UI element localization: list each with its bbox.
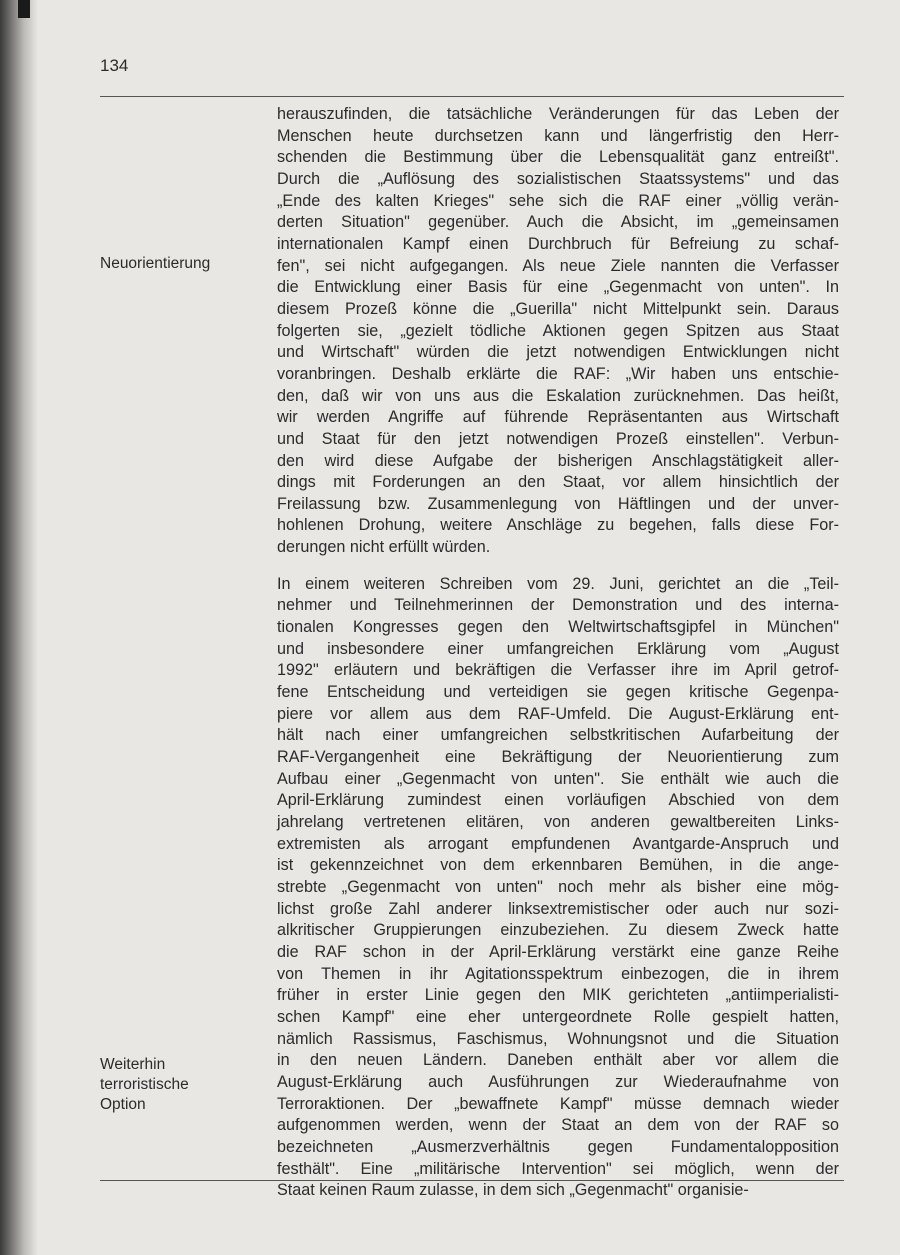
- text-line: bezeichneten „Ausmerzverhältnis gegen Fundamentalopposition: [277, 1137, 839, 1156]
- text-line: alkritischer Gruppierungen einzubeziehen. Zu diesem Zweck hatte: [277, 921, 839, 940]
- text-line: dings mit Forderungen an den Staat, vor allem hinsichtlich der: [277, 473, 839, 492]
- text-line: und Wirtschaft" würden die jetzt notwendigen Entwicklungen nicht: [277, 343, 839, 362]
- text-line: Menschen heute durchsetzen kann und längerfristig den Herr-: [277, 126, 839, 145]
- text-line: fene Entscheidung und verteidigen sie gegen kritische Gegenpa-: [277, 683, 839, 702]
- text-line: derten Situation" gegenüber. Auch die Absicht, im „gemeinsamen: [277, 213, 839, 232]
- text-line: voranbringen. Deshalb erklärte die RAF: „Wir haben uns entschie-: [277, 364, 839, 383]
- text-line: und Staat für den jetzt notwendigen Prozeß einstellen". Verbun-: [277, 429, 839, 448]
- body-paragraph: [277, 574, 839, 1202]
- margin-note-neuorientierung: [100, 254, 250, 274]
- text-line: in den neuen Ländern. Daneben enthält aber vor allem die: [277, 1051, 839, 1070]
- text-line: jahrelang vertretenen elitären, von anderen gewaltbereiten Links-: [277, 813, 839, 831]
- text-line: den, daß wir von uns aus die Eskalation zurücknehmen. Das heißt,: [277, 386, 839, 405]
- text-line: derungen nicht erfüllt würden.: [277, 538, 491, 557]
- text-line: August-Erklärung auch Ausführungen zur Wiederaufnahme von: [277, 1072, 839, 1091]
- text-line: Staat keinen Raum zulasse, in dem sich „Gegenmacht" organisie-: [277, 1181, 749, 1200]
- text-line: den wird diese Aufgabe der bisherigen Anschlagstätigkeit aller-: [277, 451, 839, 470]
- text-line: Durch die „Auflösung des sozialistischen Staatssystems" und das: [277, 169, 839, 188]
- text-line: strebte „Gegenmacht von unten" noch mehr als bisher eine mög-: [277, 877, 839, 896]
- text-line: In einem weiteren Schreiben vom 29. Juni, gerichtet an die „Teil-: [277, 574, 839, 593]
- text-line: schenden die Bestimmung über die Lebensqualität ganz entreißt".: [277, 148, 839, 167]
- scan-corner-mark: [18, 0, 30, 18]
- text-line: ist gekennzeichnet von dem erkennbaren Bemühen, in die ange-: [277, 856, 839, 875]
- text-line: extremisten als arrogant empfundenen Avantgarde-Anspruch und: [277, 834, 839, 853]
- footer-rule: [100, 1180, 844, 1181]
- margin-note-line: Weiterhin: [100, 1056, 166, 1073]
- text-line: nämlich Rassismus, Faschismus, Wohnungsnot und die Situation: [277, 1029, 839, 1048]
- text-line: Terroraktionen. Der „bewaffnete Kampf" müsse demnach wieder: [277, 1094, 839, 1113]
- text-line: herauszufinden, die tatsächliche Veränderungen für das Leben der: [277, 105, 839, 123]
- text-line: hält nach einer umfangreichen selbstkritischen Aufarbeitung der: [277, 726, 839, 745]
- scan-binding-shadow: [0, 0, 38, 1255]
- text-line: festhält". Eine „militärische Intervention" sei möglich, wenn der: [277, 1159, 839, 1178]
- text-line: 1992" erläutern und bekräftigen die Verfasser ihre im April getrof-: [277, 661, 839, 680]
- text-line: April-Erklärung zumindest einen vorläufigen Abschied von dem: [277, 791, 839, 810]
- text-line: internationalen Kampf einen Durchbruch für Befreiung zu schaf-: [277, 234, 839, 253]
- text-line: nehmer und Teilnehmerinnen der Demonstration und des interna-: [277, 596, 839, 615]
- text-line: diesem Prozeß könne die „Guerilla" nicht Mittelpunkt sein. Daraus: [277, 299, 839, 318]
- text-line: „Ende des kalten Krieges" sehe sich die RAF einer „völlig verän-: [277, 191, 839, 210]
- header-rule: [100, 96, 844, 97]
- text-line: wir werden Angriffe auf führende Repräsentanten aus Wirtschaft: [277, 408, 839, 427]
- margin-note-line: Neuorientierung: [100, 255, 211, 272]
- text-line: die Entwicklung einer Basis für eine „Gegenmacht von unten". In: [277, 278, 839, 297]
- text-line: die RAF schon in der April-Erklärung verstärkt eine ganze Reihe: [277, 942, 839, 961]
- body-paragraph: [277, 104, 839, 559]
- text-line: fen", sei nicht aufgegangen. Als neue Ziele nannten die Verfasser: [277, 256, 839, 275]
- text-line: und insbesondere einer umfangreichen Erklärung vom „August: [277, 639, 839, 658]
- text-line: folgerten sie, „gezielt tödliche Aktionen gegen Spitzen aus Staat: [277, 321, 839, 340]
- text-line: schen Kampf" eine eher untergeordnete Rolle gespielt hatten,: [277, 1007, 839, 1026]
- text-line: von Themen in ihr Agitationsspektrum einbezogen, die in ihrem: [277, 964, 839, 983]
- page-number: 134: [100, 56, 129, 75]
- text-line: piere vor allem aus dem RAF-Umfeld. Die August-Erklärung ent-: [277, 704, 839, 723]
- text-line: Freilassung bzw. Zusammenlegung von Häftlingen und der unver-: [277, 494, 839, 513]
- margin-note-terroristische-option: [100, 1055, 250, 1115]
- text-line: RAF-Vergangenheit eine Bekräftigung der Neuorientierung zum: [277, 748, 839, 767]
- text-line: früher in erster Linie gegen den MIK gerichteten „antiimperialisti-: [277, 986, 839, 1005]
- text-line: lichst große Zahl anderer linksextremistischer oder auch nur sozi-: [277, 899, 839, 918]
- text-line: tionalen Kongresses gegen den Weltwirtschaftsgipfel in München": [277, 618, 839, 637]
- margin-note-line: Option: [100, 1096, 146, 1113]
- text-line: Aufbau einer „Gegenmacht von unten". Sie enthält wie auch die: [277, 769, 839, 788]
- margin-note-line: terroristische: [100, 1076, 189, 1093]
- body-text-column: [277, 104, 839, 1202]
- text-line: hohlenen Drohung, weitere Anschläge zu begehen, falls diese For-: [277, 516, 839, 535]
- text-line: aufgenommen werden, wenn der Staat an dem von der RAF so: [277, 1116, 839, 1135]
